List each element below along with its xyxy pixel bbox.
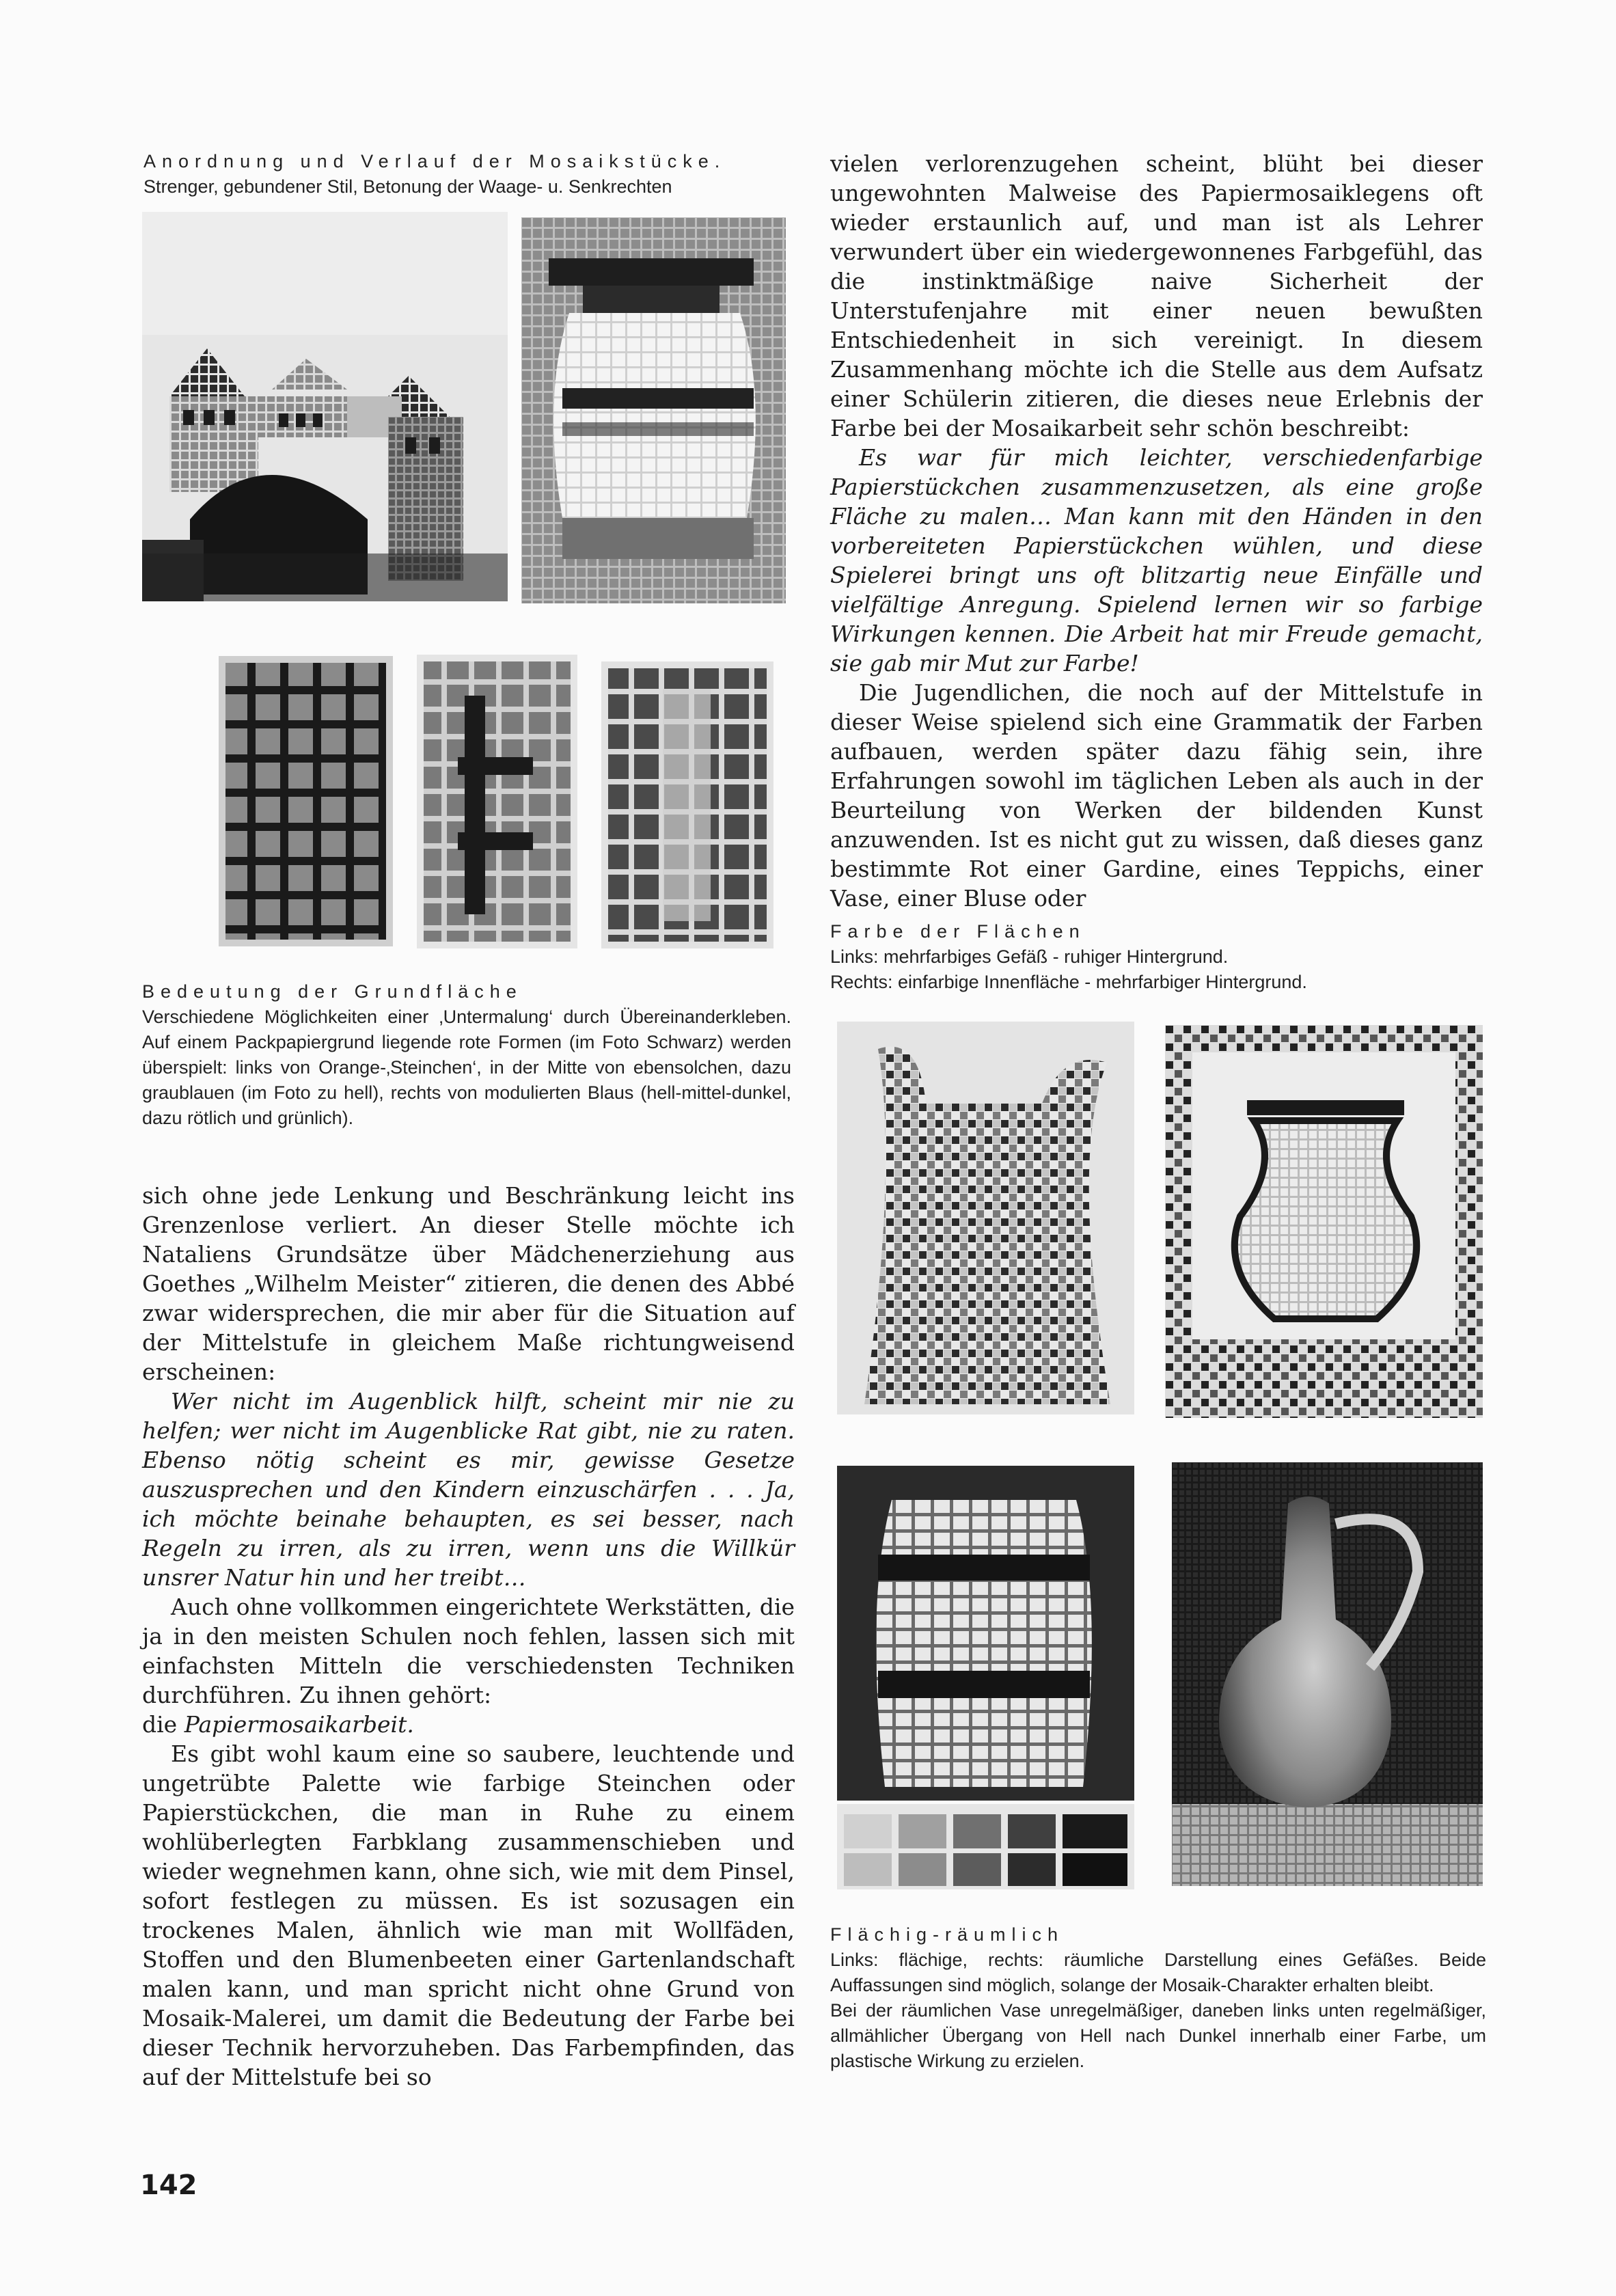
- caption-line: Links: mehrfarbiges Gefäß - ruhiger Hintergrund.: [830, 946, 1229, 967]
- student-quote: Es war für mich leichter, verschiedenfarbige Papierstückchen zusammenzusetzen, als eine große Fläche zu malen… Man kann mit den Händen in den vorbereiteten Papierstückchen wühlen, und diese Spielerei bringt uns oft blitzartig neue Einfälle und vielfältige Anregung. Spielend lernen wir so farbige Wirkungen kennen. Die Arbeit hat mir Freude gemacht, sie gab mir Mut zur Farbe!: [830, 444, 1483, 676]
- photo-multicolor-jug: [837, 1022, 1134, 1414]
- technique-line: [142, 1710, 795, 1739]
- paragraph: Auch ohne vollkommen eingerichtete Werkstätten, die ja in den meisten Schulen noch fehlen, lassen sich mit einfachsten Mitteln die verschiedensten Techniken durchführen. Zu ihnen gehört:: [142, 1594, 795, 1708]
- left-column-text: [142, 1181, 795, 2092]
- right-column-text: [830, 149, 1483, 913]
- caption-text: Bei der räumlichen Vase unregelmäßiger, daneben links unten regelmäßiger, allmählicher Übergang von Hell nach Dunkel innerhalb einer Farbe, um plastische Wirkung zu erzielen.: [830, 2000, 1486, 2071]
- caption-heading: Bedeutung der Grundfläche: [142, 981, 523, 1002]
- goethe-quote: Wer nicht im Augenblick hilft, scheint mir nie zu helfen; wer nicht im Augenblicke Rat gibt, nie zu raten. Ebenso nötig scheint es mir, gewisse Gesetze auszusprechen und den Kindern einzuschärfen . . . Ja, ich möchte beinahe behaupten, es sei besser, nach Regeln zu irren, als zu irren, wenn uns die Willkür unsrer Natur hin und her treibt…: [142, 1388, 795, 1591]
- photo-single-color-vase: [1165, 1025, 1483, 1418]
- photo-flat-vase: [837, 1466, 1134, 1801]
- technique-lead: die: [142, 1711, 178, 1738]
- photo-gradient-detail: [837, 1804, 1134, 1889]
- photo-spatial-jug: [1172, 1462, 1483, 1886]
- photo-houses-mosaic: [142, 212, 508, 601]
- technique-term: Papiermosaikarbeit.: [184, 1711, 414, 1738]
- caption-flaechig: [830, 1922, 1486, 2074]
- photo-vase-mosaic: [521, 217, 786, 603]
- paragraph: Es gibt wohl kaum eine so saubere, leuchtende und ungetrübte Palette wie farbige Steinchen oder Papierstückchen, die man in Ruhe zu einem wohlüberlegten Farbklang zusammenschieben und wieder wegnehmen kann, ohne sich, wie mit dem Pinsel, sofort festlegen zu müssen. Es ist sozusagen ein trockenes Malen, ähnlich wie man mit Wollfäden, Stoffen und den Blumenbeeten einer Gartenlandschaft malen kann, und man spricht nicht ohne Grund von Mosaik-Malerei, um damit die Bedeutung der Farbe bei dieser Technik hervorzuheben. Das Farbempfinden, das auf der Mittelstufe bei so: [142, 1740, 795, 2090]
- caption-line: Rechts: einfarbige Innenfläche - mehrfarbiger Hintergrund.: [830, 972, 1307, 992]
- paragraph: sich ohne jede Lenkung und Beschränkung leicht ins Grenzenlose verliert. An dieser Stelle möchte ich Nataliens Grundsätze über Mädchenerziehung aus Goethes „Wilhelm Meister“ zitieren, die denen des Abbé zwar widersprechen, die mir aber für die Situation auf der Mittelstufe in gleichem Maße richtungweisend erscheinen:: [142, 1182, 795, 1385]
- caption-heading: Flächig-räumlich: [830, 1924, 1065, 1945]
- caption-anordnung: [143, 149, 793, 200]
- caption-text: Strenger, gebundener Stil, Betonung der Waage- u. Senkrechten: [143, 176, 672, 197]
- photo-grundflaeche-right: [601, 661, 773, 948]
- photo-grundflaeche-left: [219, 656, 393, 946]
- photo-grundflaeche-middle: [417, 655, 577, 948]
- caption-heading: Anordnung und Verlauf der Mosaikstücke.: [143, 151, 726, 172]
- paragraph: vielen verlorenzugehen scheint, blüht bei dieser ungewohnten Malweise des Papiermosaiklegens oft wieder erstaunlich auf, und man ist als Lehrer verwundert über ein wiedergewonnenes Farbgefühl, das die instinktmäßige naive Sicherheit der Unterstufenjahre mit einer neuen bewußten Entschiedenheit in sich vereinigt. In diesem Zusammenhang möchte ich die Stelle aus dem Aufsatz einer Schülerin zitieren, die dieses neue Erlebnis der Farbe bei der Mosaikarbeit sehr schön beschreibt:: [830, 150, 1483, 441]
- paragraph: Die Jugendlichen, die noch auf der Mittelstufe in dieser Weise spielend sich eine Grammatik der Farben aufbauen, werden später dazu fähig sein, ihre Erfahrungen sowohl im täglichen Leben als auch in der Beurteilung von Werken der bildenden Kunst anzuwenden. Ist es nicht gut zu wissen, daß dieses ganz bestimmte Rot einer Gardine, eines Teppichs, einer Vase, einer Bluse oder: [830, 679, 1483, 912]
- caption-heading: Farbe der Flächen: [830, 921, 1086, 942]
- caption-text: Links: flächige, rechts: räumliche Darstellung eines Gefäßes. Beide Auffassungen sind möglich, solange der Mosaik-Charakter erhalten bleibt.: [830, 1950, 1486, 1995]
- caption-farbe: [830, 919, 1486, 995]
- page-number: 142: [140, 2170, 197, 2201]
- caption-grundflaeche: [142, 979, 791, 1131]
- caption-text: Verschiedene Möglichkeiten einer ‚Untermalung‘ durch Übereinanderkleben. Auf einem Packpapiergrund liegende rote Formen (im Foto Schwarz) werden überspielt: links von Orange-‚Steinchen‘, in der Mitte von ebensolchen, dazu graublauen (im Foto zu hell), rechts von modulierten Blaus (hell-mittel-dunkel, dazu rötlich und grünlich).: [142, 1007, 791, 1128]
